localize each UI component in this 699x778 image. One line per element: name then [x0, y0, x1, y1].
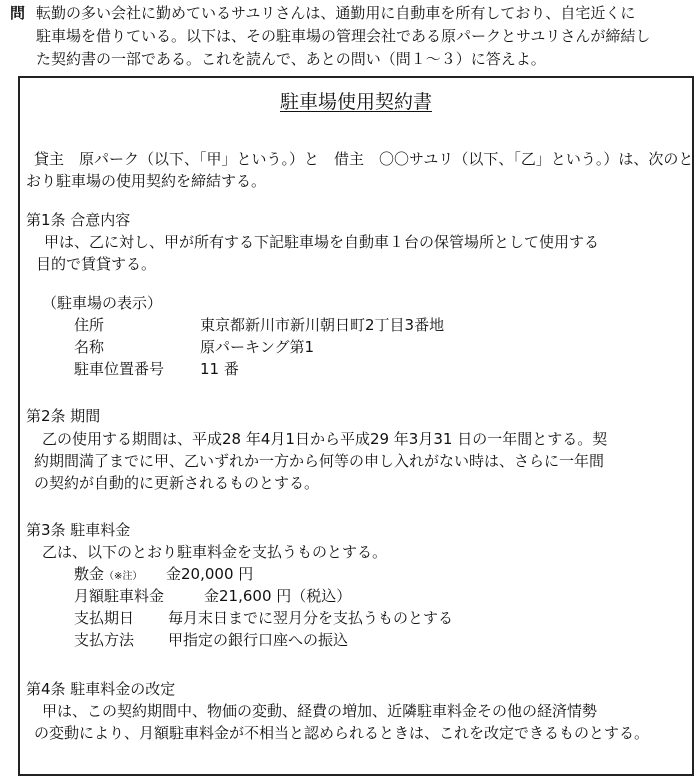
payment-method-label: 支払方法 — [74, 631, 135, 649]
article1-line-1: 甲は、乙に対し、甲が所有する下記駐車場を自動車１台の保管場所として使用する — [44, 233, 600, 251]
article4-line-2: の変動により、月額駐車料金が不相当と認められるときは、これを改定できるものとする。 — [34, 724, 650, 742]
address-value: 東京都新川市新川朝日町2丁目3番地 — [200, 316, 445, 334]
article4-line-1: 甲は、この契約期間中、物価の変動、経費の増加、近隣駐車料金その他の経済情勢 — [42, 702, 598, 720]
payment-due-label: 支払期日 — [74, 609, 135, 627]
monthly-fee-value: 金21,600 円（税込） — [204, 587, 352, 605]
article1-heading: 第1条 合意内容 — [26, 211, 131, 229]
article2-heading: 第2条 期間 — [26, 407, 101, 425]
name-label: 名称 — [74, 338, 105, 356]
article2-line-2: 約期間満了までに甲、乙いずれか一方から何等の申し入れがない時は、さらに一年間 — [34, 452, 605, 470]
deposit-note: （※注） — [104, 571, 143, 582]
article3-heading: 第3条 駐車料金 — [26, 521, 131, 539]
monthly-fee-label: 月額駐車料金 — [74, 587, 165, 605]
question-line-3: た契約書の一部である。これを読んで、あとの問い（問１～３）に答えよ。 — [36, 50, 546, 68]
article2-line-3: の契約が自動的に更新されるものとする。 — [34, 474, 320, 492]
position-number-label: 駐車位置番号 — [74, 360, 165, 378]
contract-box — [18, 76, 694, 776]
payment-method-value: 甲指定の銀行口座への振込 — [168, 631, 349, 649]
article3-line-1: 乙は、以下のとおり駐車料金を支払うものとする。 — [42, 543, 388, 561]
article4-heading: 第4条 駐車料金の改定 — [26, 680, 176, 698]
contract-title: 駐車場使用契約書 — [279, 91, 432, 113]
address-label: 住所 — [74, 316, 105, 334]
question-mark: 問 — [10, 4, 26, 22]
name-value: 原パーキング第1 — [200, 338, 315, 356]
article2-line-1: 乙の使用する期間は、平成28 年4月1日から平成29 年3月31 日の一年間とする。契 — [42, 430, 608, 448]
deposit-label: 敷金（※注） — [74, 565, 143, 583]
deposit-value: 金20,000 円 — [166, 565, 254, 583]
question-line-1: 転勤の多い会社に勤めているサユリさんは、通勤用に自動車を所有しており、自宅近くに — [36, 4, 636, 22]
payment-due-value: 毎月末日までに翌月分を支払うものとする — [168, 609, 454, 627]
article1-line-2: 目的で賃貸する。 — [36, 255, 157, 273]
position-number-value: 11 番 — [200, 360, 239, 378]
parking-display-heading: （駐車場の表示） — [42, 294, 163, 312]
question-line-2: 駐車場を借りている。以下は、その駐車場の管理会社である原パークとサユリさんが締結し — [36, 27, 651, 45]
intro-line-1: 貸主 原パーク（以下、「甲」という。）と 借主 〇〇サユリ（以下、「乙」という。）は、次のと — [34, 150, 694, 168]
intro-line-2: おり駐車場の使用契約を締結する。 — [26, 172, 267, 190]
